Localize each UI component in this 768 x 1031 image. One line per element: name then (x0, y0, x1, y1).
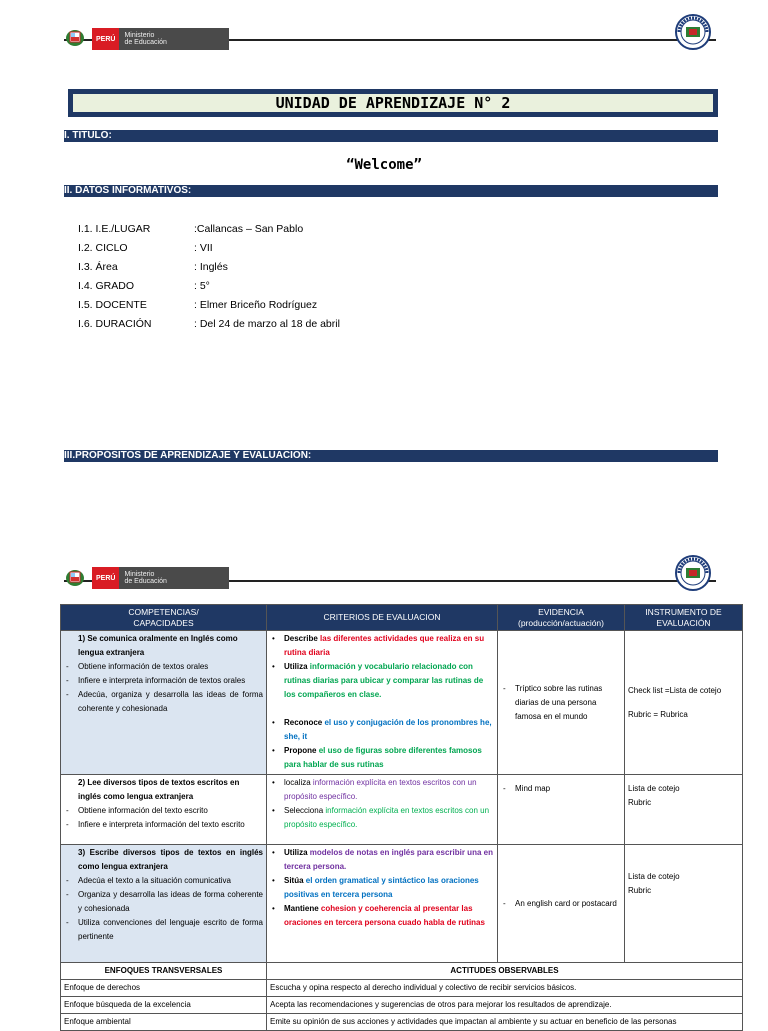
info-label: I.2. CICLO (78, 242, 128, 254)
capacidad-item: - Adecúa, organiza y desarrolla las ideas de forma coherente y cohesionada (64, 688, 263, 716)
ministry-logo (92, 28, 229, 50)
capacidad-item: - Infiere e interpreta información del texto escrito (64, 818, 263, 832)
instrumento-item: Lista de cotejo (628, 872, 680, 881)
competencia-cell (61, 775, 267, 845)
info-label: I.4. GRADO (78, 280, 135, 292)
peru-label: PERÚ (92, 567, 119, 589)
info-label: I.1. I.E./LUGAR (78, 223, 151, 235)
instrumento-item: Lista de cotejo (628, 784, 680, 793)
ministry-line2: de Educación (124, 39, 167, 46)
criterio-item: • Utiliza información y vocabulario relacionado con rutinas diarias para ubicar y comparar las rutinas de los compañeros en clase. (270, 660, 494, 702)
capacidad-item: - Obtiene información de textos orales (64, 660, 263, 674)
school-seal-icon (675, 555, 711, 591)
criterios-cell (267, 845, 498, 963)
section-propositos: III.PROPÓSITOS DE APRENDIZAJE Y EVALUACION: (64, 450, 718, 462)
competencia-title: 3) Escribe diversos tipos de textos en inglés como lengua extranjera (78, 848, 263, 871)
ministry-line1: Ministerio (124, 32, 155, 39)
evidencia-cell (498, 775, 625, 845)
peru-shield-icon (64, 26, 86, 48)
instrumento-cell (625, 631, 743, 775)
info-label: I.3. Área (78, 261, 118, 273)
table-row (61, 1014, 743, 1031)
criterio-item: • Mantiene cohesion y coeherencia al presentar las oraciones en tercera persona cuado habla de rutinas (270, 902, 494, 930)
peru-label: PERÚ (92, 28, 119, 50)
info-label: I.6. DURACIÓN (78, 318, 152, 330)
unit-title-box (68, 89, 718, 117)
competencia-cell (61, 845, 267, 963)
school-seal-icon (675, 14, 711, 50)
unit-title: UNIDAD DE APRENDIZAJE N° 2 (73, 94, 713, 112)
capacidad-item: - Obtiene información del texto escrito (64, 804, 263, 818)
ministry-line1: Ministerio (124, 571, 155, 578)
criterio-item: • Propone el uso de figuras sobre diferentes famosos para hablar de sus rutinas (270, 744, 494, 772)
table-row (61, 997, 743, 1014)
capacidades-list (64, 660, 263, 716)
capacidad-item: - Adecúa el texto a la situación comunicativa (64, 874, 263, 888)
actitud-cell: Escucha y opina respecto al derecho individual y colectivo de recibir servicios básicos. (267, 980, 743, 997)
criterios-cell (267, 631, 498, 775)
evidencia-cell (498, 845, 625, 963)
capacidad-item: - Infiere e interpreta información de textos orales (64, 674, 263, 688)
th-evidencia: EVIDENCIA (producción/actuación) (498, 605, 625, 631)
criterios-cell (267, 775, 498, 845)
criterio-item: • Describe las diferentes actividades que realiza en su rutina diaria (270, 632, 494, 660)
criterio-item: • Sitúa el orden gramatical y sintáctico las oraciones positivas en tercera persona (270, 874, 494, 902)
instrumento-item: Rubric (628, 798, 652, 807)
actitudes-header: ACTITUDES OBSERVABLES (267, 963, 743, 980)
unit-name: “Welcome” (346, 157, 422, 173)
enfoques-header-row (61, 963, 743, 980)
instrumento-item: Check list =Lista de cotejo (628, 685, 722, 695)
evidencia-cell (498, 631, 625, 775)
enfoque-cell: Enfoque búsqueda de la excelencia (61, 997, 267, 1014)
section-titulo: I. TITULO: (64, 130, 718, 142)
table-row (61, 775, 743, 845)
actitud-cell: Acepta las recomendaciones y sugerencias de otros para mejorar los resultados de aprendizaje. (267, 997, 743, 1014)
criterio-item: • Utiliza modelos de notas en inglés para escribir una en tercera persona. (270, 846, 494, 874)
purposes-table (60, 604, 743, 963)
table-row (61, 631, 743, 775)
enfoque-cell: Enfoque ambiental (61, 1014, 267, 1031)
info-value: : VII (194, 242, 213, 254)
evidencia-item: - Tríptico sobre las rutinas diarias de una persona famosa en el mundo (501, 682, 621, 724)
table-header-row (61, 605, 743, 631)
capacidad-item: - Utiliza convenciones del lenguaje escrito de forma pertinente (64, 916, 263, 944)
info-value: : 5° (194, 280, 210, 292)
criterio-item: • Selecciona información explícita en textos escritos con un propósito específico. (270, 804, 494, 832)
capacidades-list (64, 874, 263, 944)
ministry-line2: de Educación (124, 578, 167, 585)
info-value: : Inglés (194, 261, 228, 273)
competencia-title: 1) Se comunica oralmente en Inglés como lengua extranjera (78, 634, 238, 657)
info-value: : Elmer Briceño Rodríguez (194, 299, 318, 311)
capacidades-list (64, 804, 263, 832)
competencia-title: 2) Lee diversos tipos de textos escritos en inglés como lengua extranjera (78, 778, 240, 801)
evidencia-item: - An english card or postacard (501, 897, 621, 911)
section-datos: II. DATOS INFORMATIVOS: (64, 185, 718, 197)
instrumento-cell (625, 775, 743, 845)
instrumento-cell (625, 845, 743, 963)
peru-shield-icon (64, 566, 86, 588)
table-row (61, 980, 743, 997)
enfoques-header: ENFOQUES TRANSVERSALES (61, 963, 267, 980)
info-label: I.5. DOCENTE (78, 299, 147, 311)
info-value: : Del 24 de marzo al 18 de abril (194, 318, 340, 330)
th-competencias: COMPETENCIAS/ CAPACIDADES (61, 605, 267, 631)
competencia-cell (61, 631, 267, 775)
criterio-item: • localiza información explícita en textos escritos con un propósito específico. (270, 776, 494, 804)
enfoque-cell: Enfoque de derechos (61, 980, 267, 997)
table-row (61, 845, 743, 963)
instrumento-item: Rubric (628, 886, 652, 895)
info-value: :Callancas – San Pablo (194, 223, 304, 235)
th-criterios: CRITERIOS DE EVALUACION (267, 605, 498, 631)
enfoques-table (60, 962, 743, 1031)
th-instrumento: INSTRUMENTO DE EVALUACIÓN (625, 605, 743, 631)
ministry-logo (92, 567, 229, 589)
actitud-cell: Emite su opinión de sus acciones y actividades que impactan al ambiente y su actuar en beneficio de las personas (267, 1014, 743, 1031)
capacidad-item: - Organiza y desarrolla las ideas de forma coherente y cohesionada (64, 888, 263, 916)
evidencia-item: - Mind map (501, 782, 621, 796)
instrumento-item: Rubric = Rubrica (628, 709, 688, 719)
criterio-item: • Reconoce el uso y conjugación de los pronombres he, she, it (270, 716, 494, 744)
